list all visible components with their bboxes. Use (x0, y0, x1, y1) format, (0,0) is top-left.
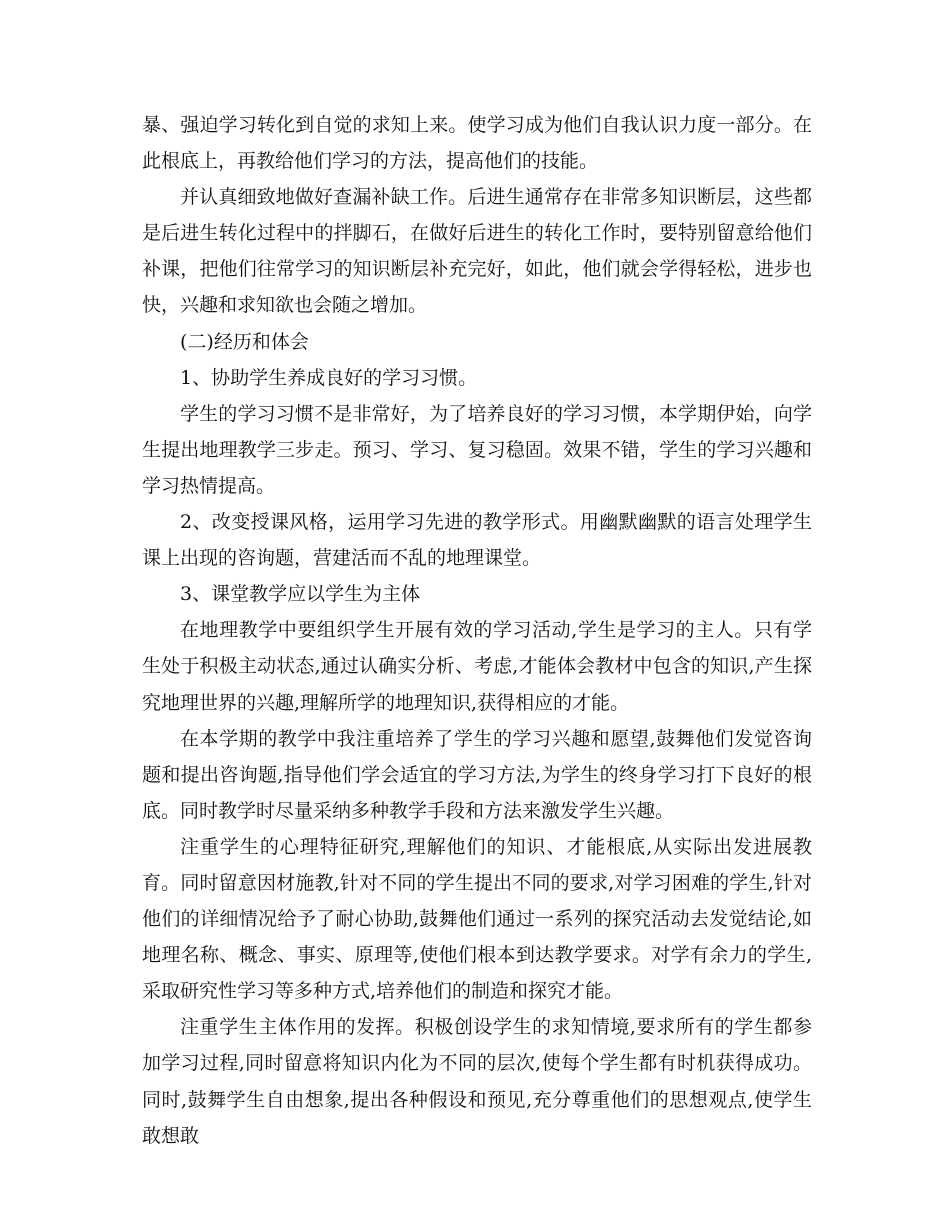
paragraph-3: 学生的学习习惯不是非常好，为了培养良好的学习习惯，本学期伊始，向学生提出地理教学三步走。预习、学习、复习稳固。效果不错，学生的学习兴趣和学习热情提高。 (142, 402, 812, 497)
list-item-1: 1、协助学生养成良好的学习习惯。 (180, 366, 478, 389)
list-item-3: 3、课堂教学应以学生为主体 (180, 583, 421, 606)
paragraph-2: 并认真细致地做好查漏补缺工作。后进生通常存在非常多知识断层，这些都是后进生转化过程中的拌脚石，在做好后进生的转化工作时，要特别留意给他们补课，把他们往常学习的知识断层补充完好，如此，他们就会学得轻松，进步也快，兴趣和求知欲也会随之增加。 (142, 186, 812, 317)
paragraph-6: 注重学生的心理特征研究,理解他们的知识、才能根底,从实际出发进展教育。同时留意因材施教,针对不同的学生提出不同的要求,对学习困难的学生,针对他们的详细情况给予了耐心协助,鼓舞他们通过一系列的探究活动去发觉结论,如地理名称、概念、事实、原理等,使他们根本到达教学要求。对学有余力的学生,采取研究性学习等多种方式,培养他们的制造和探究才能。 (142, 835, 812, 1003)
paragraph-4: 在地理教学中要组织学生开展有效的学习活动,学生是学习的主人。只有学生处于积极主动状态,通过认确实分析、考虑,才能体会教材中包含的知识,产生探究地理世界的兴趣,理解所学的地理知识,获得相应的才能。 (142, 619, 812, 714)
paragraph-5: 在本学期的教学中我注重培养了学生的学习兴趣和愿望,鼓舞他们发觉咨询题和提出咨询题,指导他们学会适宜的学习方法,为学生的终身学习打下良好的根底。同时教学时尽量采纳多种教学手段和方法来激发学生兴趣。 (142, 727, 812, 822)
list-item-2: 2、改变授课风格，运用学习先进的教学形式。用幽默幽默的语言处理学生课上出现的咨询题，营建活而不乱的地理课堂。 (142, 511, 812, 570)
document-body (142, 107, 812, 1154)
paragraph-1: 暴、强迫学习转化到自觉的求知上来。使学习成为他们自我认识力度一部分。在此根底上，再教给他们学习的方法，提高他们的技能。 (142, 114, 812, 173)
paragraph-7: 注重学生主体作用的发挥。积极创设学生的求知情境,要求所有的学生都参加学习过程,同时留意将知识内化为不同的层次,使每个学生都有时机获得成功。同时,鼓舞学生自由想象,提出各种假设和预见,充分尊重他们的思想观点,使学生敢想敢 (142, 1016, 812, 1147)
section-heading-experience: (二)经历和体会 (180, 330, 309, 353)
